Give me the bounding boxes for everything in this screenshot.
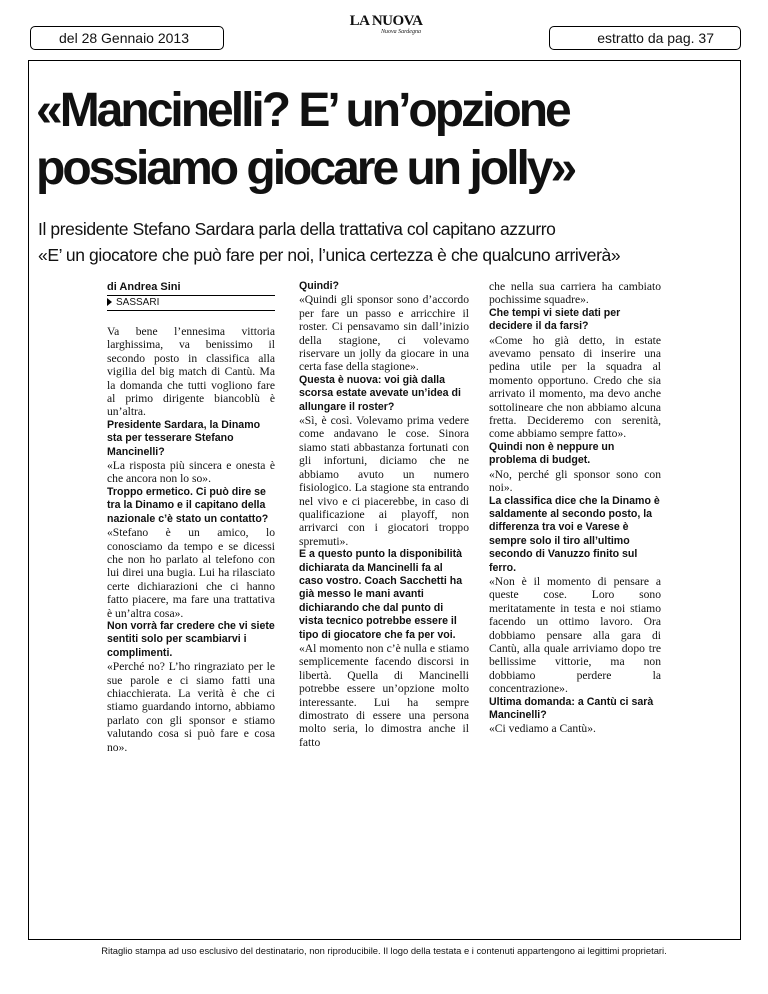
logo-title: LA NUOVA xyxy=(349,13,423,29)
article-paragraph: «La risposta più sincera e onesta è che ancora non lo so». xyxy=(107,459,275,486)
article-paragraph: «Perché no? L’ho ringraziato per le sue parole e ci siamo fatti una chiacchierata. La verità è che ci stiamo guardando intorno, abbiamo parlato con gli sponsor e stiamo valutando cosa si può fare e cosa no». xyxy=(107,660,275,754)
headline xyxy=(36,82,736,198)
column-1-body xyxy=(107,325,275,754)
interview-question: Che tempi vi siete dati per decidere il da farsi? xyxy=(489,306,621,333)
dateline xyxy=(107,296,275,311)
triangle-icon xyxy=(107,298,112,306)
interview-question: Questa è nuova: voi già dalla scorsa estate avevate un’idea di allungare il roster? xyxy=(299,373,461,413)
article-paragraph: Va bene l’ennesima vittoria larghissima, va benissimo il secondo posto in classifica alla vigilia del big match di Cantù. Ma la domanda che tutti vogliono fare al primo dirigente biancoblù è un’altra. xyxy=(107,325,275,419)
article-paragraph: che nella sua carriera ha cambiato pochissime squadre». xyxy=(489,280,661,307)
column-3-body xyxy=(489,280,661,736)
column-2-body xyxy=(299,280,469,749)
article-paragraph: «Quindi gli sponsor sono d’accordo per fare un passo e arricchire il roster. Ci pensavamo sin dall’inizio della stagione, ci volevamo riservare un jolly da giocare in una certa fase della stagione». xyxy=(299,293,469,374)
interview-question: Presidente Sardara, la Dinamo sta per tesserare Stefano Mancinelli? xyxy=(107,418,261,458)
newspaper-logo xyxy=(346,14,426,36)
article-column-2 xyxy=(299,280,469,749)
article-paragraph: «No, perché gli sponsor sono con noi». xyxy=(489,467,661,495)
interview-question: La classifica dice che la Dinamo è saldamente al secondo posto, la differenza tra voi e Varese è sempre solo il tiro all’ultimo secondo di Vanuzzo finito sul ferro. xyxy=(489,494,660,574)
dateline-place: SASSARI xyxy=(116,297,160,308)
interview-question: Troppo ermetico. Ci può dire se tra la Dinamo e il capitano della nazionale c’è stato un contatto? xyxy=(107,485,269,525)
article-paragraph: «Ci vediamo a Cantù». xyxy=(489,722,596,736)
interview-question: Ultima domanda: a Cantù ci sarà Mancinelli? xyxy=(489,695,654,721)
headline-line-2: possiamo giocare un jolly» xyxy=(36,142,575,195)
interview-question: Non vorrà far credere che vi siete sentiti solo per scambiarvi i complimenti. xyxy=(107,619,275,659)
interview-question: Quindi non è neppure un problema di budget. xyxy=(489,440,615,467)
byline: di Andrea Sini xyxy=(107,280,275,296)
subheadline-line-2: «E’ un giocatore che può fare per noi, l’unica certezza è che qualcuno arriverà» xyxy=(38,245,621,265)
page-reference: estratto da pag. 37 xyxy=(597,30,714,46)
article-column-3 xyxy=(489,280,661,736)
publication-date: del 28 Gennaio 2013 xyxy=(59,30,189,46)
article-column-1 xyxy=(107,280,275,754)
article-paragraph: «Stefano è un amico, lo conosciamo da tempo e se dicessi che non ho parlato al telefono con lui direi una bugia. Lui ha rilasciato certe dichiarazioni che ci hanno fatto piacere, ma fare una trattativa è un’altra cosa». xyxy=(107,526,275,620)
page-reference-box xyxy=(549,26,741,50)
article-paragraph: «Sì, è così. Volevamo prima vedere come andavano le cose. Sinora siamo stati abbastanza fortunati con gli infortuni, diciamo che ne abbiamo avuto un numero fisiologico. La stagione sta entrando nel vivo e ci piacerebbe, in caso di qualificazione ai playoff, non arrivarci con i giocatori troppo spremuti». xyxy=(299,414,469,548)
footer-disclaimer: Ritaglio stampa ad uso esclusivo del destinatario, non riproducibile. Il logo della testata e i contenuti appartengono ai legittimi proprietari. xyxy=(101,945,667,956)
headline-line-1: «Mancinelli? E’ un’opzione xyxy=(36,84,569,137)
interview-question: E a questo punto la disponibilità dichiarata da Mancinelli fa al caso vostro. Coach Sacchetti ha già messo le mani avanti dichiarando che dal punto di vista tecnico potrebbe essere il tipo di giocatore che fa per voi. xyxy=(299,548,463,641)
article-paragraph: «Non è il momento di pensare a queste cose. Loro sono meritatamente in testa e noi stiamo facendo un ottimo lavoro. Ora dobbiamo pensare alla gara di Cantù, alla quale arriviamo dopo tre bellissime vittorie, ma non dobbiamo perdere la concentrazione». xyxy=(489,574,661,696)
article-paragraph: «Come ho già detto, in estate avevamo pensato di inserire una pedina utile per la squadra al momento opportuno. Credo che sia arrivato il momento, ma devo anche sottolineare che non abbiamo alcuna fretta. Decideremo con serenità, come abbiamo sempre fatto». xyxy=(489,333,661,441)
article-paragraph: «Al momento non c’è nulla e stiamo semplicemente facendo discorsi in libertà. Quella di Mancinelli potrebbe essere un’opzione molto interessante. Lui ha sempre dimostrato di essere una persona molto seria, lo dimostra anche il fatto xyxy=(299,641,469,749)
interview-question: Quindi? xyxy=(299,280,340,292)
subheadline-line-1: Il presidente Stefano Sardara parla della trattativa col capitano azzurro xyxy=(38,219,556,239)
date-box xyxy=(30,26,224,50)
logo-subtitle: Nuova Sardegna xyxy=(381,29,421,35)
